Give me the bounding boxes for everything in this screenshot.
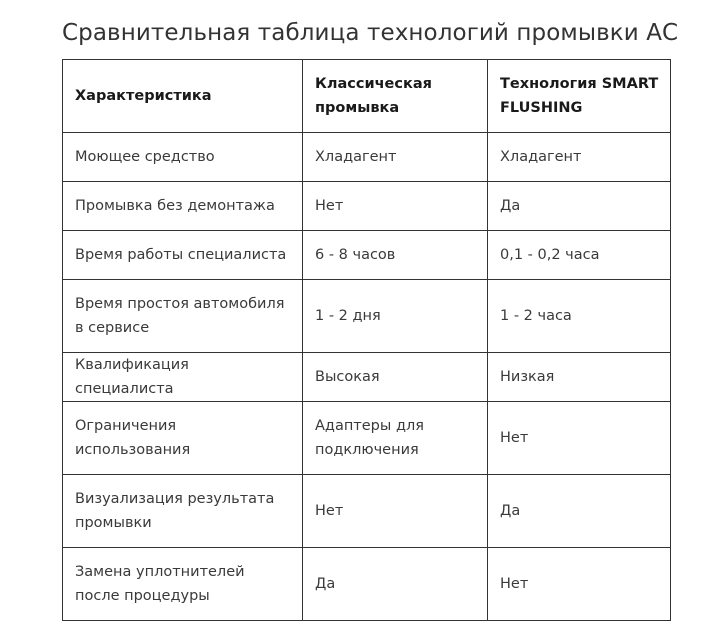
header-row [63, 60, 671, 133]
table-row [63, 182, 671, 231]
row-label: Моющее средство [63, 133, 303, 182]
smart-value: 0,1 - 0,2 часа [488, 231, 671, 280]
smart-value: Низкая [488, 353, 671, 402]
smart-value: 1 - 2 часа [488, 280, 671, 353]
row-label: Время простоя автомобиля в сервисе [63, 280, 303, 353]
row-label: Время работы специалиста [63, 231, 303, 280]
smart-value: Да [488, 475, 671, 548]
row-label: Замена уплотнителей после процедуры [63, 548, 303, 621]
smart-value: Нет [488, 548, 671, 621]
header-smart-flushing: Технология SMART FLUSHING [488, 60, 671, 133]
classic-value: Да [303, 548, 488, 621]
classic-value: Высокая [303, 353, 488, 402]
classic-value: Нет [303, 182, 488, 231]
smart-value: Хладагент [488, 133, 671, 182]
classic-value: Хладагент [303, 133, 488, 182]
table-row [63, 402, 671, 475]
table-row [63, 353, 671, 402]
table-body [63, 133, 671, 621]
row-label: Ограничения использования [63, 402, 303, 475]
smart-value: Нет [488, 402, 671, 475]
smart-value: Да [488, 182, 671, 231]
table-row [63, 231, 671, 280]
comparison-table [62, 59, 671, 621]
header-classic-flushing: Классическая промывка [303, 60, 488, 133]
table-row [63, 548, 671, 621]
page-title: Сравнительная таблица технологий промывки АС [62, 20, 679, 46]
row-label: Промывка без демонтажа [63, 182, 303, 231]
table-row [63, 280, 671, 353]
classic-value: 1 - 2 дня [303, 280, 488, 353]
classic-value: Нет [303, 475, 488, 548]
row-label: Квалификация специалиста [63, 353, 303, 402]
table-row [63, 475, 671, 548]
classic-value: 6 - 8 часов [303, 231, 488, 280]
row-label: Визуализация результата промывки [63, 475, 303, 548]
table-header [63, 60, 671, 133]
table-row [63, 133, 671, 182]
header-characteristic: Характеристика [63, 60, 303, 133]
classic-value: Адаптеры для подключения [303, 402, 488, 475]
